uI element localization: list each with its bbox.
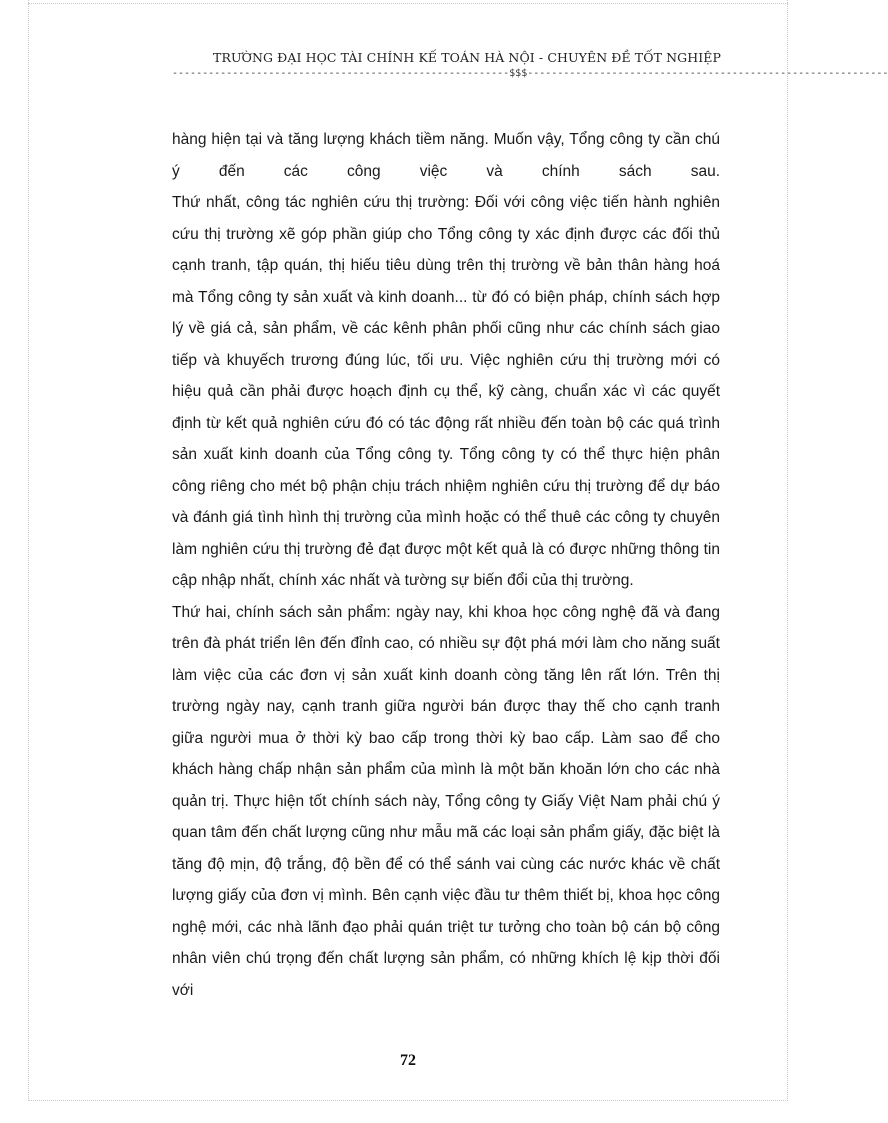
document-body: [172, 124, 720, 1006]
page-frame-top: [28, 0, 788, 4]
paragraph-product-policy: Thứ hai, chính sách sản phẩm: ngày nay, khi khoa học công nghệ đã và đang trên đà phát triển lên đến đỉnh cao, có nhiều sự đột phá mới làm cho năng suất làm việc của các đơn vị sản xuất kinh doanh còng tăng lên rất lớn. Trên thị trường ngày nay, cạnh tranh giữa người bán được thay thế cho cạnh tranh giữa người mua ở thời kỳ bao cấp trong thời kỳ bao cấp. Làm sao để cho khách hàng chấp nhận sản phẩm của mình là một băn khoăn lớn cho các nhà quản trị. Thực hiện tốt chính sách này, Tổng công ty Giấy Việt Nam phải chú ý quan tâm đến chất lượng cũng như mẫu mã các loại sản phẩm giấy, đặc biệt là tăng độ mịn, độ trắng, độ bền để có thể sánh vai cùng các nước khác về chất lượng giấy của đơn vị mình. Bên cạnh việc đầu tư thêm thiết bị, khoa học công nghệ mới, các nhà lãnh đạo phải quán triệt tư tưởng cho toàn bộ cán bộ công nhân viên chú trọng đến chất lượng sản phẩm, có những khích lệ kịp thời đối với: [172, 603, 720, 999]
header-divider: --------------------------------------------------------$$$------------------------------------------------------------: [172, 68, 888, 79]
page-frame-left: [28, 0, 29, 1101]
running-header-title: TRƯỜNG ĐẠI HỌC TÀI CHÍNH KẾ TOÁN HÀ NỘI - CHUYÊN ĐỀ TỐT NGHIỆP: [213, 50, 721, 65]
page-number: 72: [400, 1052, 416, 1069]
body-line: ý đến các công việc và chính sách sau.: [172, 162, 720, 180]
paragraph-market-research: Thứ nhất, công tác nghiên cứu thị trường: Đối với công việc tiến hành nghiên cứu thị trường xẽ góp phần giúp cho Tổng công ty xác định được các đối thủ cạnh tranh, tập quán, thị hiếu tiêu dùng trên thị trường về bản thân hàng hoá mà Tổng công ty sản xuất và kinh doanh... từ đó có biện pháp, chính sách hợp lý về giá cả, sản phẩm, về các kênh phân phối cũng như các chính sách giao tiếp và khuyếch trương đúng lúc, tối ưu. Việc nghiên cứu thị trường mới có hiệu quả cần phải được hoạch định cụ thể, kỹ càng, chuẩn xác vì các quyết định từ kết quả nghiên cứu đó có tác động rất nhiều đến toàn bộ các quá trình sản xuất kinh doanh của Tổng công ty. Tổng công ty có thể thực hiện phân công riêng cho mét bộ phận chịu trách nhiệm nghiên cứu thị trường để dự báo và đánh giá tình hình thị trường của mình hoặc có thể thuê các công ty chuyên làm nghiên cứu thị trường đẻ đạt được một kết quả là có được những thông tin cập nhập nhất, chính xác nhất và tường sự biến đổi của thị trường.: [172, 194, 720, 589]
body-line: hàng hiện tại và tăng lượng khách tiềm năng. Muốn vậy, Tổng công ty cần chú: [172, 131, 720, 148]
page-frame-right: [787, 0, 788, 1101]
page-frame-bottom: [28, 1100, 788, 1101]
